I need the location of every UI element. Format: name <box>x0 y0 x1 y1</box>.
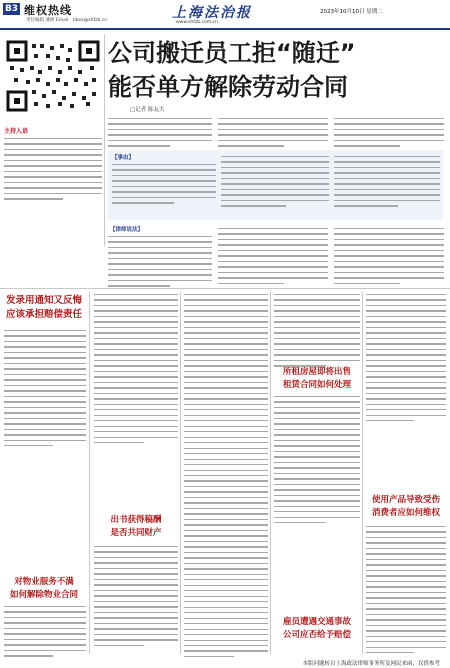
headline-line-2: 能否单方解除劳动合同 <box>108 73 348 101</box>
intro-text-col-1 <box>108 118 212 151</box>
letter-5-headline-line-1: 雇员遭遇交通事故 <box>282 617 351 627</box>
section-title: 维权热线 <box>24 4 72 17</box>
page-number-badge: B3 <box>4 4 19 14</box>
main-headline <box>108 36 448 104</box>
letter-4-top-text <box>274 294 360 371</box>
masthead-rule <box>0 28 450 30</box>
intro-text-col-3 <box>334 118 444 151</box>
host-note-label: 主持人语 <box>4 128 29 135</box>
letter-3-headline <box>92 514 180 540</box>
letter-5-headline-line-2: 公司应否给予赔偿 <box>282 630 351 640</box>
footer <box>0 658 450 668</box>
website: www.shfzb.com.cn <box>176 20 218 25</box>
case-box <box>108 150 443 220</box>
letter-2-text <box>4 606 86 661</box>
letter-4-headline-line-1: 所租房屋即将出售 <box>282 367 351 377</box>
host-note-text <box>4 138 102 204</box>
case-tag: 【事由】 <box>112 155 135 161</box>
analysis-text-col-1 <box>108 236 212 291</box>
case-text-col-2 <box>221 156 329 211</box>
analysis-continued-text <box>94 294 178 448</box>
analysis-text-col-2 <box>218 228 328 288</box>
letter-3-headline-line-1: 出书获得稿酬 <box>110 515 162 525</box>
letter-6-text <box>366 526 446 658</box>
letter-6-headline-line-1: 使用产品导致受伤 <box>371 495 440 505</box>
letter-2-headline-line-1: 对物业服务不满 <box>14 577 74 587</box>
column-divider <box>270 292 271 654</box>
letter-4-text <box>274 396 360 528</box>
letter-3-headline-line-2: 是否共同财产 <box>110 528 162 538</box>
byline: □记者 陈友夫 <box>130 107 165 113</box>
headline-line-1: 公司搬迁员工拒“随迁” <box>108 39 356 67</box>
letter-4-headline-line-2: 租赁合同如何处理 <box>282 380 351 390</box>
issue-date: 2023年10月10日 星期二 <box>320 9 383 15</box>
letter-1-headline-line-2: 应该承担赔偿责任 <box>5 309 82 320</box>
letter-3-text <box>94 546 178 650</box>
analysis-continued-text-2 <box>184 294 268 661</box>
column-divider <box>89 292 90 654</box>
letter-1-text <box>4 330 86 451</box>
newspaper-logo: 上海法治报 <box>172 5 252 21</box>
letter-5-headline <box>272 616 362 642</box>
letter-6-headline <box>364 494 448 520</box>
case-text-col-1 <box>112 164 216 208</box>
intro-text-col-2 <box>218 118 328 151</box>
analysis-tag: 【律师说法】 <box>110 227 144 233</box>
editor-line: 责任编辑 潘俊 Email：hbxx@shfzb.cn <box>26 18 108 23</box>
qr-code-image <box>6 40 100 112</box>
letter-1-headline-line-1: 发录用通知又反悔 <box>5 295 82 306</box>
footer-note: 本版问题转自上海政法律师事务所及网民来函，仅供参考 <box>302 661 440 667</box>
masthead <box>0 0 450 30</box>
column-divider <box>362 292 363 654</box>
case-text-col-3 <box>334 156 440 211</box>
letter-2-headline-line-2: 如何解除物业合同 <box>9 590 78 600</box>
section-divider <box>0 288 450 289</box>
column-divider <box>104 34 105 246</box>
letter-6-headline-line-2: 消费者应如何维权 <box>371 508 440 518</box>
column-divider <box>180 292 181 654</box>
letter-1-headline <box>2 294 86 322</box>
column-5-top-text <box>366 294 446 426</box>
analysis-text-col-3 <box>334 228 444 288</box>
letter-2-headline <box>2 576 86 602</box>
